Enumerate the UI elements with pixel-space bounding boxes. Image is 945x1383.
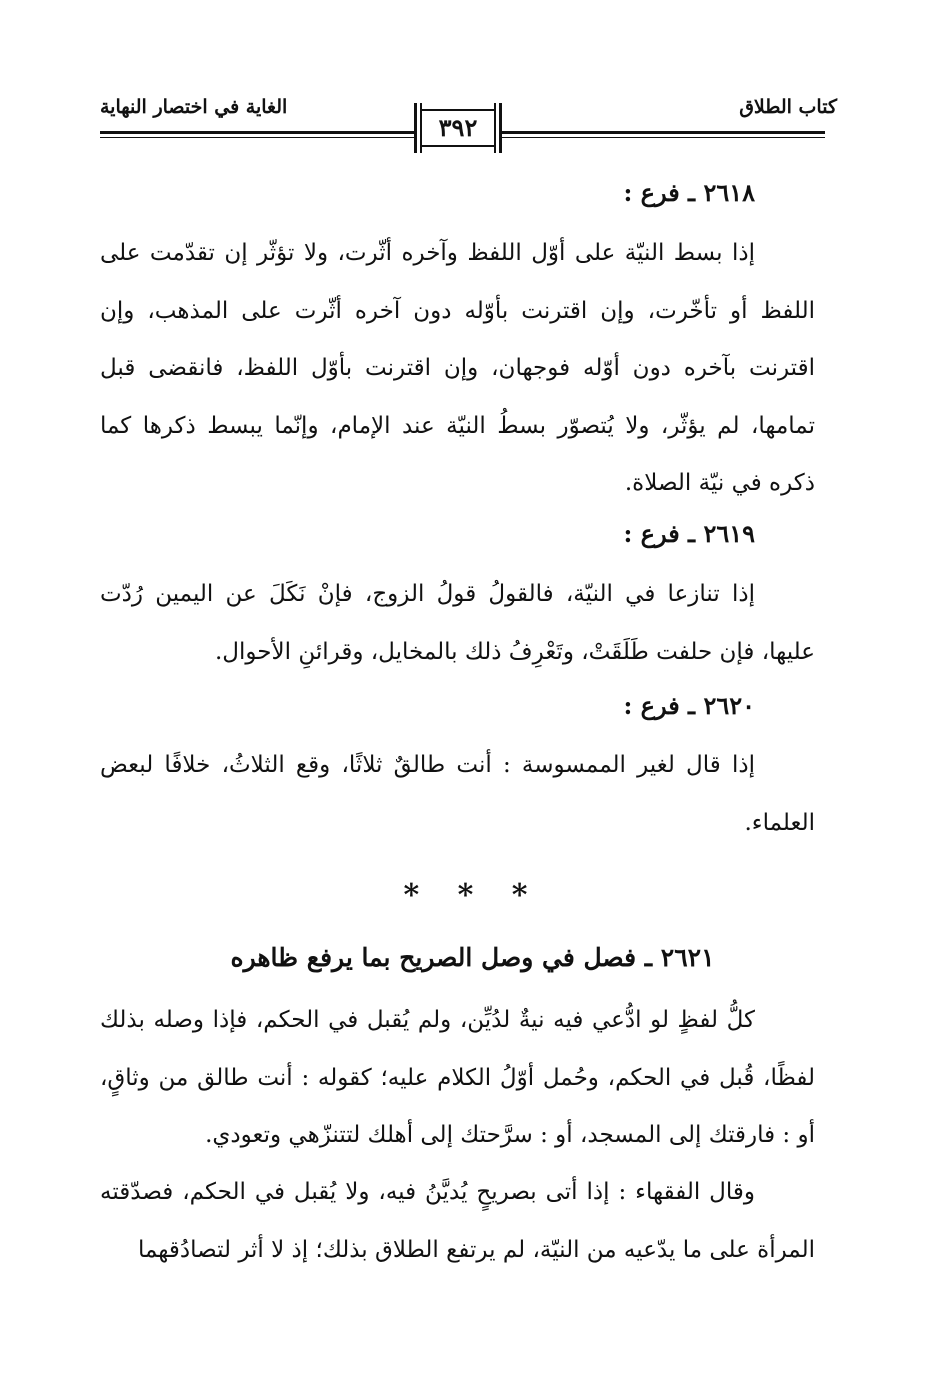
page-number-frame bbox=[414, 103, 502, 153]
separator-stars: * * * bbox=[403, 878, 542, 913]
body-paragraph: كلُّ لفظٍ لو ادُّعي فيه نيةٌ لدُيِّن، ولم يُقبل في الحكم، فإذا وصله بذلك لفظًا، قُبل في الحكم، وحُمل أوّلُ الكلام عليه؛ كقوله : أنت طالق من وثاقٍ، أو : فارقتك إلى المسجد، أو : سرَّحتك إلى أهلك لتتنزّهي وتعودي. bbox=[100, 1007, 815, 1148]
section-heading: ٢٦١٩ ـ فرع : bbox=[623, 519, 755, 548]
section-heading: ٢٦٢٠ ـ فرع : bbox=[623, 691, 755, 720]
chapter-title: كتاب الطلاق bbox=[739, 96, 837, 118]
section-text: إذا تنازعا في النيّة، فالقولُ قولُ الزوج، فإنْ نَكَلَ عن اليمين رُدّت عليها، فإن حلفت طَلَقَتْ، وتَعْرِفُ ذلك بالمخايل، وقرائنِ الأحوال. bbox=[100, 581, 815, 665]
section-heading: ٢٦١٨ ـ فرع : bbox=[623, 178, 755, 207]
page-number: ٣٩٢ bbox=[438, 113, 478, 142]
book-title: الغاية في اختصار النهاية bbox=[100, 96, 288, 118]
body-paragraph: وقال الفقهاء : إذا أتى بصريحٍ يُديَّنُ فيه، ولا يُقبل في الحكم، فصدّقته المرأة على ما يدّعيه من النيّة، لم يرتفع الطلاق بذلك؛ إذ لا أثر لتصادُقهما bbox=[100, 1179, 815, 1263]
section-title: ٢٦٢١ ـ فصل في وصل الصريح بما يرفع ظاهره bbox=[230, 943, 715, 972]
section-text: إذا قال لغير الممسوسة : أنت طالقٌ ثلاثًا، وقع الثلاثُ، خلافًا لبعض العلماء. bbox=[100, 752, 815, 836]
section-text: إذا بسط النيّة على أوّل اللفظ وآخره أثّرت، ولا تؤثّر إن تقدّمت على اللفظ أو تأخّرت، وإن اقترنت بأوّله دون آخره أثّرت على المذهب، وإن اقترنت بآخره دون أوّله فوجهان، وإن اقترنت بأوّل اللفظ، فانقضى قبل تمامها، لم يؤثّر، ولا يُتصوّر بسطُ النيّة عند الإمام، وإنّما يبسط ذكرها كما ذكره في نيّة الصلاة. bbox=[100, 240, 815, 496]
